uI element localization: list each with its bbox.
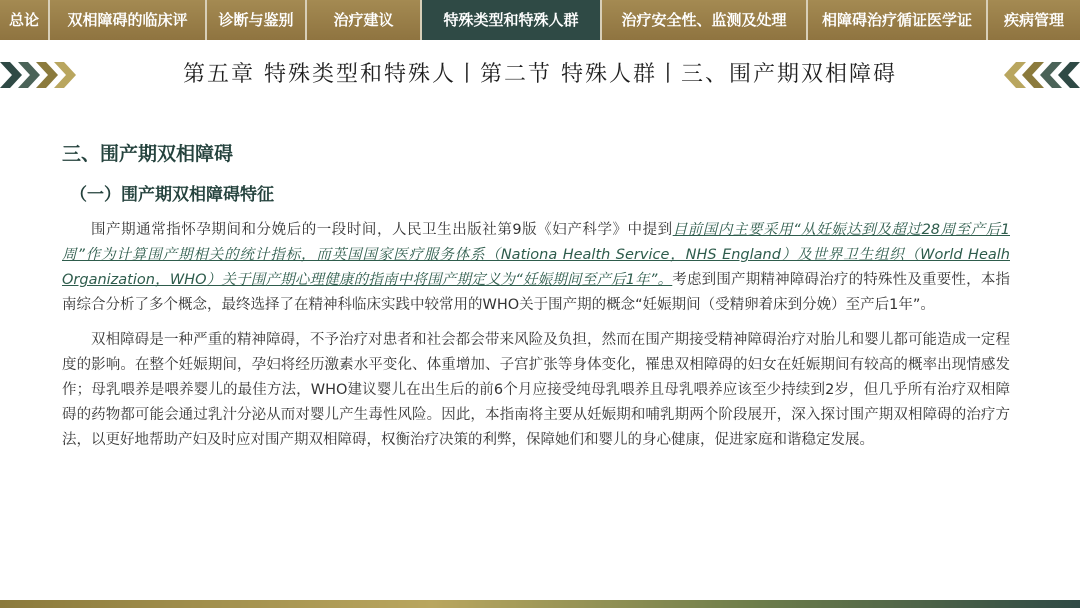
section-subheading: （一）围产期双相障碍特征 bbox=[70, 185, 274, 205]
paragraph-overview: 双相障碍是一种严重的精神障碍，不予治疗对患者和社会都会带来风险及负担，然而在围产期接受精神障碍治疗对胎儿和婴儿都可能造成一定程度的影响。在整个妊娠期间，孕妇将经历激素水平变化、体重增加、子宫扩张等身体变化，罹患双相障碍的妇女在妊娠期间有较高的概率出现情感发作；母乳喂养是喂养婴儿的最佳方法，WHO建议婴儿在出生后的前6个月应接受纯母乳喂养且母乳喂养应该至少持续到2岁，但几乎所有治疗双相障碍的药物都可能会通过乳汁分泌从而对婴儿产生毒性风险。因此，本指南将主要从妊娠期和哺乳期两个阶段展开，深入探讨围产期双相障碍的治疗方法，以更好地帮助产妇及时应对围产期双相障碍，权衡治疗决策的利弊，保障她们和婴儿的身心健康，促进家庭和谐稳定发展。 bbox=[62, 332, 1010, 448]
paragraph-text: 考虑到围产期精神障碍治疗的特殊性及重要性，本指南综合分析了多个概念，最终选择了在精神科临床实践中较常用的WHO关于围产期的概念“妊娠期间（受精卵着床到分娩）至产后1年”。 bbox=[62, 272, 1011, 313]
tab-overview[interactable]: 总论 bbox=[0, 0, 50, 40]
top-nav-tabs bbox=[0, 0, 1080, 40]
tab-clinical-assessment[interactable]: 双相障碍的临床评 bbox=[50, 0, 207, 40]
section-heading: 三、围产期双相障碍 bbox=[62, 143, 234, 165]
tab-disease-management[interactable]: 疾病管理 bbox=[988, 0, 1080, 40]
chevron-left-decor-icon bbox=[996, 62, 1080, 88]
page-header bbox=[0, 52, 1080, 98]
tab-evidence-based[interactable]: 相障碍治疗循证医学证 bbox=[808, 0, 988, 40]
paragraph-text: 围产期通常指怀孕期间和分娩后的一段时间，人民卫生出版社第9版《妇产科学》中提到 bbox=[91, 222, 673, 238]
main-content bbox=[62, 140, 1010, 453]
footer-bar bbox=[0, 600, 1080, 608]
page-title: 第五章 特殊类型和特殊人丨第二节 特殊人群丨三、围产期双相障碍 bbox=[183, 62, 897, 87]
paragraph-definition bbox=[62, 218, 1010, 318]
tab-treatment-advice[interactable]: 治疗建议 bbox=[307, 0, 422, 40]
highlighted-citation: 目前国内主要采用“从妊娠达到及超过28周至产后1周”作为计算围产期相关的统计指标，而英国国家医疗服务体系（Nationa Health Service，NHS England）及世界卫生组织（World Healh Organization，WHO）关于围产期心理健康的指南中将围产期定义为“妊娠期间至产后1年”。 bbox=[62, 222, 1010, 288]
chevron-right-decor-icon bbox=[0, 62, 84, 88]
tab-treatment-safety[interactable]: 治疗安全性、监测及处理 bbox=[602, 0, 808, 40]
tab-diagnosis[interactable]: 诊断与鉴别 bbox=[207, 0, 307, 40]
tab-special-populations[interactable]: 特殊类型和特殊人群 bbox=[422, 0, 602, 40]
